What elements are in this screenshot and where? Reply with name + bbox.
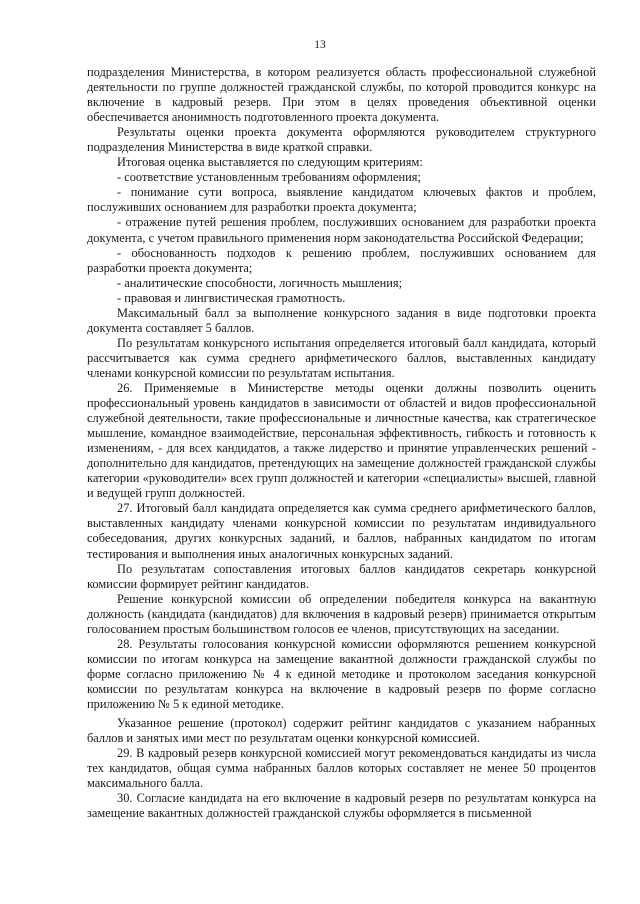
paragraph-criteria-intro: Итоговая оценка выставляется по следующим критериям: — [117, 155, 423, 170]
criterion-item: - соответствие установленным требованиям оформления; — [117, 170, 421, 185]
paragraph-continuation: подразделения Министерства, в котором реализуется область профессиональной служебной деятельности по группе должностей гражданской службы, по которой проводится конкурс на включение в кадровый резерв. При этом в целях проведения объективной оценки обеспечивается анонимность подготовленного проекта документа. — [87, 65, 596, 125]
paragraph-decision-protocol: Указанное решение (протокол) содержит рейтинг кандидатов с указанием набранных баллов и занятых ими мест по результатам оценки конкурсной комиссией. — [87, 716, 596, 746]
criterion-item: - аналитические способности, логичность мышления; — [117, 275, 403, 290]
criterion-item: - отражение путей решения проблем, послуживших основанием для разработки проекта документа, с учетом правильного применения норм законодательства Российской Федерации; — [87, 215, 596, 245]
criterion-item: - правовая и лингвистическая грамотность. — [117, 290, 346, 305]
paragraph-rating: По результатам сопоставления итоговых баллов кандидатов секретарь конкурсной комиссии формирует рейтинг кандидатов. — [87, 561, 596, 591]
page-number: 13 — [314, 39, 326, 51]
clause-26: 26. Применяемые в Министерстве методы оценки должны позволить оценить профессиональный уровень кандидатов в зависимости от областей и видов профессиональной служебной деятельности, такие профессиональные и личностные качества, как стратегическое мышление, командное взаимодействие, персональная эффективность, гибкость и готовность к изменениям, - для всех кандидатов, а также лидерство и принятие управленческих решений - дополнительно для кандидатов, претендующих на замещение должностей гражданской службы категории «руководители» всех групп должностей и категории «специалисты» высшей, главной и ведущей групп должностей. — [87, 380, 596, 501]
paragraph-max-score: Максимальный балл за выполнение конкурсного задания в виде подготовки проекта документа составляет 5 баллов. — [87, 305, 596, 335]
paragraph-final-score: По результатам конкурсного испытания определяется итоговый балл кандидата, который рассчитывается как сумма среднего арифметического баллов, выставленных кандидату членами конкурсной комиссии по результатам испытания. — [87, 335, 596, 380]
clause-30: 30. Согласие кандидата на его включение в кадровый резерв по результатам конкурса на замещение вакантных должностей гражданской службы оформляется в письменной — [87, 791, 596, 821]
criterion-item: - понимание сути вопроса, выявление кандидатом ключевых фактов и проблем, послуживших основанием для разработки проекта документа; — [87, 185, 596, 215]
clause-28: 28. Результаты голосования конкурсной комиссии оформляются решением конкурсной комиссии по итогам конкурса на замещение вакантной должности гражданской службы по форме согласно приложению № 4 к единой методике и протоколом заседания конкурсной комиссии по результатам конкурса на включение в кадровый резерв по форме согласно приложению № 5 к единой методике. — [87, 636, 596, 711]
clause-27: 27. Итоговый балл кандидата определяется как сумма среднего арифметического баллов, выставленных кандидату членами конкурсной комиссии по результатам индивидуального собеседования, других конкурсных заданий, и баллов, набранных кандидатом по итогам тестирования и выполнения иных аналогичных конкурсных заданий. — [87, 501, 596, 561]
document-body — [87, 65, 596, 821]
criterion-item: - обоснованность подходов к решению проблем, послуживших основанием для разработки проекта документа; — [87, 245, 596, 275]
paragraph-decision: Решение конкурсной комиссии об определении победителя конкурса на вакантную должность (кандидата (кандидатов) для включения в кадровый резерв) принимается открытым голосованием простым большинством голосов ее членов, присутствующих на заседании. — [87, 591, 596, 636]
paragraph-assessment-results: Результаты оценки проекта документа оформляются руководителем структурного подразделения Министерства в виде краткой справки. — [87, 125, 596, 155]
clause-29: 29. В кадровый резерв конкурсной комиссией могут рекомендоваться кандидаты из числа тех кандидатов, общая сумма набранных баллов которых составляет не менее 50 процентов максимального балла. — [87, 746, 596, 791]
